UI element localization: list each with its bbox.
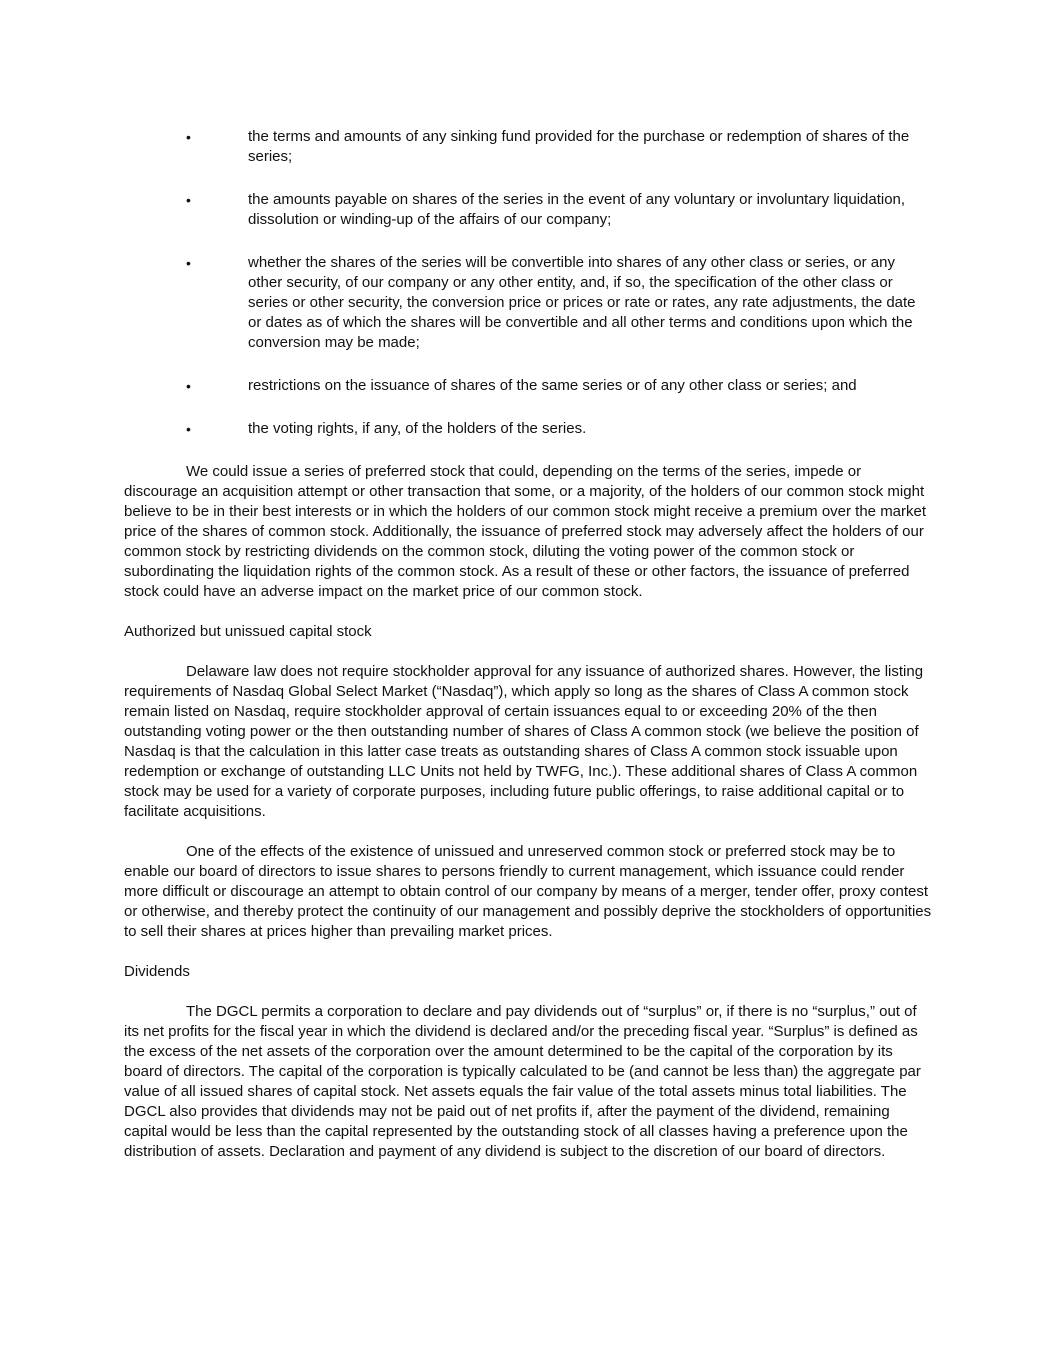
list-item (124, 376, 932, 396)
bullet-icon: • (186, 192, 191, 208)
bullet-icon: • (186, 378, 191, 394)
bullet-icon: • (186, 255, 191, 271)
bullet-icon: • (186, 129, 191, 145)
list-item-text: the voting rights, if any, of the holders of the series. (248, 420, 587, 437)
unissued-stock-effects-paragraph: One of the effects of the existence of unissued and unreserved common stock or preferred stock may be to enable our board of directors to issue shares to persons friendly to current management, which issuance could render more difficult or discourage an attempt to obtain control of our company by means of a merger, tender offer, proxy contest or otherwise, and thereby protect the continuity of our management and possibly deprive the stockholders of opportunities to sell their shares at prices higher than prevailing market prices. (124, 843, 932, 940)
dividends-heading: Dividends (124, 963, 190, 980)
list-item (124, 127, 932, 167)
list-item (124, 419, 932, 439)
list-item-text: the terms and amounts of any sinking fund provided for the purchase or redemption of shares of the series; (248, 128, 910, 165)
list-item-text: the amounts payable on shares of the series in the event of any voluntary or involuntary liquidation, dissolution or winding-up of the affairs of our company; (248, 191, 906, 228)
bullet-icon: • (186, 421, 191, 437)
preferred-stock-paragraph: We could issue a series of preferred stock that could, depending on the terms of the series, impede or discourage an acquisition attempt or other transaction that some, or a majority, of the holders of our common stock might believe to be in their best interests or in which the holders of our common stock might receive a premium over the market price of the shares of common stock. Additionally, the issuance of preferred stock may adversely affect the holders of our common stock by restricting dividends on the common stock, diluting the voting power of the common stock or subordinating the liquidation rights of the common stock. As a result of these or other factors, the issuance of preferred stock could have an adverse impact on the market price of our common stock. (124, 463, 927, 600)
list-item-text: whether the shares of the series will be convertible into shares of any other class or series, or any other security, of our company or any other entity, and, if so, the specification of the other class or series or other security, the conversion price or prices or rate or rates, any rate adjustments, the date or dates as of which the shares will be convertible and all other terms and conditions upon which the conversion may be made; (248, 254, 916, 351)
document-page (124, 127, 932, 1182)
list-item (124, 253, 932, 353)
authorized-stock-heading: Authorized but unissued capital stock (124, 623, 372, 640)
list-item (124, 190, 932, 230)
authorized-stock-paragraph: Delaware law does not require stockholder approval for any issuance of authorized shares. However, the listing requirements of Nasdaq Global Select Market (“Nasdaq”), which apply so long as the shares of Class A common stock remain listed on Nasdaq, require stockholder approval of certain issuances equal to or exceeding 20% of the then outstanding voting power or the then outstanding number of shares of Class A common stock (we believe the position of Nasdaq is that the calculation in this latter case treats as outstanding shares of Class A common stock issuable upon redemption or exchange of outstanding LLC Units not held by TWFG, Inc.). These additional shares of Class A common stock may be used for a variety of corporate purposes, including future public offerings, to raise additional capital or to facilitate acquisitions. (124, 663, 924, 820)
list-item-text: restrictions on the issuance of shares of the same series or of any other class or series; and (248, 377, 857, 394)
series-terms-list (124, 127, 932, 439)
dividends-paragraph: The DGCL permits a corporation to declare and pay dividends out of “surplus” or, if there is no “surplus,” out of its net profits for the fiscal year in which the dividend is declared and/or the preceding fiscal year. “Surplus” is defined as the excess of the net assets of the corporation over the amount determined to be the capital of the corporation by its board of directors. The capital of the corporation is typically calculated to be (and cannot be less than) the aggregate par value of all issued shares of capital stock. Net assets equals the fair value of the total assets minus total liabilities. The DGCL also provides that dividends may not be paid out of net profits if, after the payment of the dividend, remaining capital would be less than the capital represented by the outstanding stock of all classes having a preference upon the distribution of assets. Declaration and payment of any dividend is subject to the discretion of our board of directors. (124, 1003, 921, 1160)
